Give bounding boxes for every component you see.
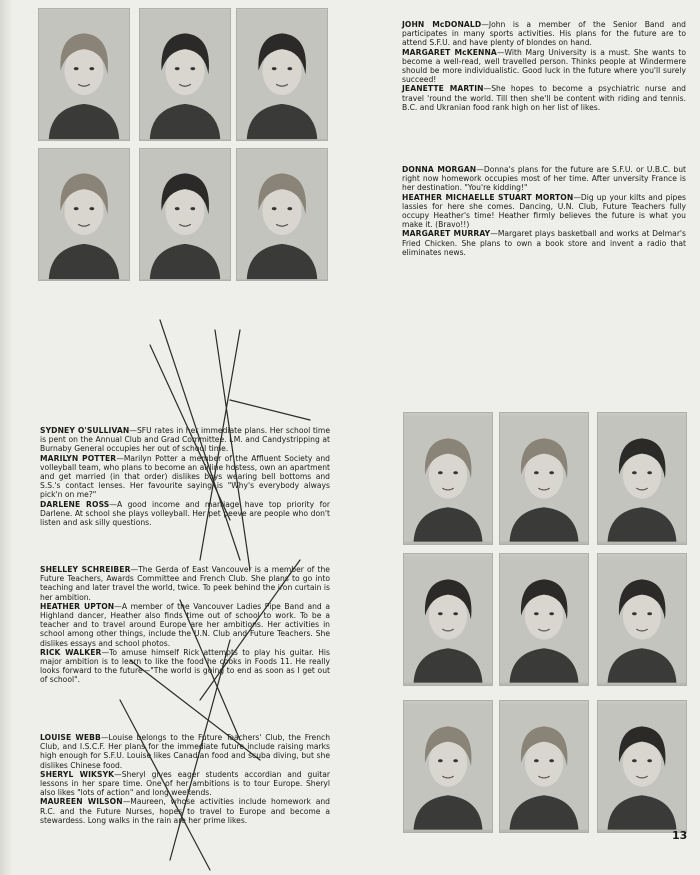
student-portrait-photo — [597, 412, 687, 545]
student-name: SHERYL WIKSYK — [40, 769, 115, 779]
left-bios-group-2 — [40, 565, 330, 685]
student-bio-text: —Margaret plays basketball and works at Delmar's Fried Chicken. She plans to own a book store and invent a radio that eliminates news. — [402, 229, 686, 257]
student-name: HEATHER UPTON — [40, 601, 115, 611]
student-bio-text: —Sheryl gives eager students accordian and guitar lessons in her spare time. One of her ambitions is to tour Europe. Sheryl also likes "lots of action" and long weekends. — [40, 769, 330, 798]
left-bios-group-3 — [40, 733, 330, 825]
student-portrait-photo — [139, 148, 231, 281]
student-bio-text: —Louise belongs to the Future Teachers' Club, the French Club, and I.S.C.F. Her plans for the immediate future include raising marks high enough for S.F.U. Louise likes Canadian food and scuba diving, but she dislikes Chinese food. — [40, 733, 331, 770]
student-bio — [402, 193, 686, 230]
student-name: DARLENE ROSS — [40, 499, 110, 509]
student-bio — [40, 797, 330, 825]
student-bio — [40, 565, 330, 602]
student-name: MARGARET MURRAY — [402, 229, 491, 239]
student-bio — [40, 426, 330, 454]
student-name: LOUISE WEBB — [40, 733, 101, 742]
student-bio-text: —Dig up your kilts and pipes lassies for here she comes. Dancing, U.N. Club, Future Teachers fully occupy Heather's time! Heather firmly believes the future is what you make it. (Bravo!!) — [402, 192, 686, 230]
student-bio — [402, 48, 686, 85]
student-portrait-photo — [499, 553, 589, 686]
student-bio-text: —Maureen, whose activities include homework and R.C. and the Future Nurses, hopes to travel to Europe and become a stewardess. Long walks in the rain are her prime likes. — [40, 797, 330, 825]
student-name: JOHN McDONALD — [402, 20, 482, 29]
student-bio-text: —The Gerda of East Vancouver is a member of the Future Teachers, Awards Committee and French Club. She plans to go into teaching and later travel the world, twice. To peek behind the iron curtain is her ambition. — [40, 565, 330, 602]
student-name: JEANETTE MARTIN — [402, 84, 484, 94]
page-binding-edge — [0, 0, 12, 875]
student-portrait-photo — [139, 8, 231, 141]
student-bio — [40, 648, 330, 685]
student-bio — [402, 229, 686, 257]
student-bio-text: —She hopes to become a psychiatric nurse and travel 'round the world. Till then she'll be content with riding and tennis. B.C. and Ukranian food rank high on her list of likes. — [402, 84, 686, 112]
student-portrait-photo — [597, 700, 687, 833]
student-bio — [40, 733, 330, 770]
student-bio — [402, 165, 686, 193]
left-bios-group-1 — [40, 426, 330, 527]
student-portrait-photo — [597, 553, 687, 686]
student-name: HEATHER MICHAELLE STUART MORTON — [402, 192, 574, 202]
student-name: MAUREEN WILSON — [40, 797, 123, 807]
student-portrait-photo — [236, 148, 328, 281]
student-bio-text: —A member of the Vancouver Ladies Pipe Band and a Highland dancer, Heather also finds time out of school to work. To be a teacher and to travel around Europe are her ambitions. Her activities in school among other things, include the U.N. Club and Future Teachers. She dislikes essays and school photos. — [40, 601, 330, 648]
student-name: MARGARET McKENNA — [402, 47, 497, 57]
student-bio — [402, 84, 686, 112]
student-bio-text: —To amuse himself Rick attempts to play his guitar. His major ambition is to learn to like the food he cooks in Foods 11. He really looks forward to the future—"The world is going to end as soon as I get out of school". — [40, 647, 331, 685]
student-portrait-photo — [499, 700, 589, 833]
student-bio — [40, 602, 330, 648]
page-number: 13 — [672, 829, 688, 842]
student-portrait-photo — [38, 148, 130, 281]
student-portrait-photo — [403, 412, 493, 545]
student-portrait-photo — [499, 412, 589, 545]
student-bio-text: —With Marg University is a must. She wants to become a well-read, well travelled person. Thinks people at Windermere should be more individualistic. Good luck in the future where you'll surely succeed! — [402, 47, 686, 85]
top-right-bios — [402, 20, 686, 112]
student-name: RICK WALKER — [40, 647, 102, 657]
student-bio-text: —John is a member of the Senior Band and participates in many sports activities. His plans for the future are to attend S.F.U. and have plenty of blondes on hand. — [402, 20, 686, 48]
student-bio-text: —SFU rates in her immediate plans. Her school time is pent on the Annual Club and Grad Committee. I.M. and Candystripping at Burnaby General occupies her out of school time. — [40, 426, 330, 454]
mid-right-bios — [402, 165, 686, 257]
student-name: SHELLEY SCHREIBER — [40, 565, 131, 574]
student-name: MARILYN POTTER — [40, 453, 117, 463]
student-name: SYDNEY O'SULLIVAN — [40, 426, 130, 435]
student-bio-text: —Marilyn Potter a member of the Affluent Society and volleyball team, who plans to become an airline hostess, own an apartment and get married (in that order) dislikes boys wearing bell bottoms and S.S.'s contact lenses. Her favourite saying is "Why's everybody always pick'n on me?" — [40, 453, 330, 500]
student-portrait-photo — [236, 8, 328, 141]
student-bio — [40, 500, 330, 528]
student-bio-text: —A good income and marriage have top priority for Darlene. At school she plays volleyball. Her pet peeve are people who don't listen and ask silly questions. — [40, 499, 331, 528]
student-portrait-photo — [403, 553, 493, 686]
student-bio — [402, 20, 686, 48]
student-name: DONNA MORGAN — [402, 165, 477, 174]
student-bio — [40, 770, 330, 798]
student-bio — [40, 454, 330, 500]
student-portrait-photo — [403, 700, 493, 833]
student-portrait-photo — [38, 8, 130, 141]
student-bio-text: —Donna's plans for the future are S.F.U. or U.B.C. but right now homework occupies most of her time. After unversity France is her destination. "You're kidding!" — [402, 165, 686, 193]
